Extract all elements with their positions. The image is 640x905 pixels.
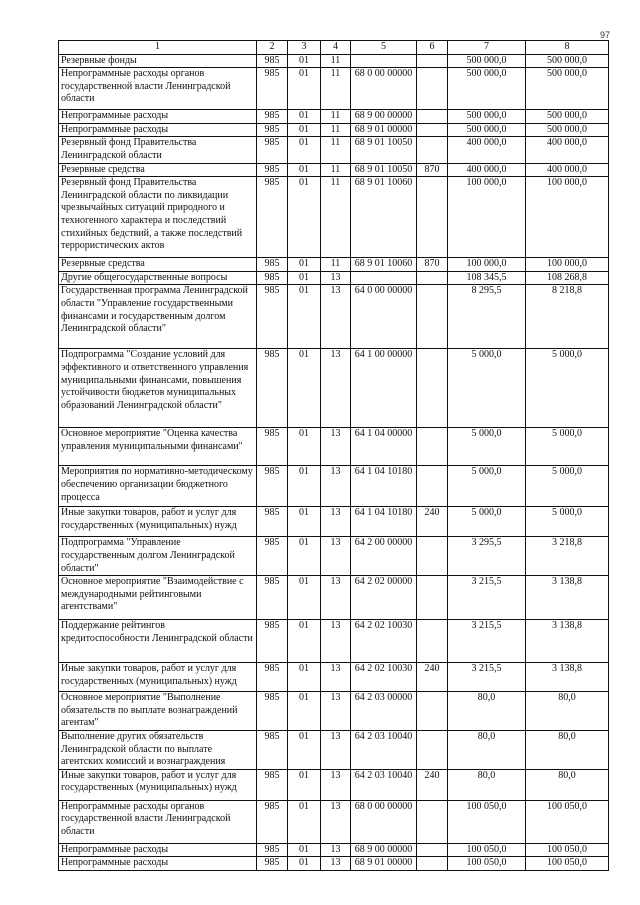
- table-row: [59, 576, 609, 620]
- amount-year2-cell: 100 000,0: [526, 177, 609, 258]
- amount-year1-cell: 80,0: [448, 730, 526, 769]
- section-cell: 01: [288, 428, 321, 466]
- subsection-cell: 13: [321, 620, 351, 663]
- amount-year2-cell: 500 000,0: [526, 110, 609, 124]
- target-article-cell: 64 1 04 10180: [351, 507, 417, 537]
- expense-type-cell: [417, 620, 448, 663]
- subsection-cell: 11: [321, 258, 351, 272]
- header-cell: 1: [59, 41, 257, 55]
- gr-code-cell: 985: [257, 800, 288, 843]
- header-cell: 3: [288, 41, 321, 55]
- section-cell: 01: [288, 466, 321, 507]
- amount-year1-cell: 100 050,0: [448, 843, 526, 857]
- expense-type-cell: [417, 428, 448, 466]
- target-article-cell: 68 9 01 00000: [351, 857, 417, 871]
- header-cell: 8: [526, 41, 609, 55]
- description-cell: Непрограммные расходы органов государственной власти Ленинградской области: [59, 68, 257, 110]
- table-row: [59, 349, 609, 428]
- expense-type-cell: [417, 692, 448, 731]
- description-cell: Государственная программа Ленинградской области "Управление государственными финансами и государственным долгом Ленинградской области": [59, 285, 257, 349]
- header-row: [59, 41, 609, 55]
- description-cell: Резервные средства: [59, 163, 257, 177]
- section-cell: 01: [288, 769, 321, 800]
- description-cell: Основное мероприятие "Взаимодействие с международными рейтинговыми агентствами": [59, 576, 257, 620]
- gr-code-cell: 985: [257, 537, 288, 576]
- amount-year1-cell: 400 000,0: [448, 137, 526, 163]
- table-row: [59, 54, 609, 68]
- expense-type-cell: [417, 730, 448, 769]
- description-cell: Резервный фонд Правительства Ленинградской области по ликвидации чрезвычайных ситуаций природного и техногенного характера и последствий стихийных бедствий, а также последствий террористических актов: [59, 177, 257, 258]
- gr-code-cell: 985: [257, 110, 288, 124]
- amount-year2-cell: 3 218,8: [526, 537, 609, 576]
- expense-type-cell: 240: [417, 663, 448, 692]
- description-cell: Непрограммные расходы: [59, 857, 257, 871]
- expense-type-cell: [417, 271, 448, 285]
- section-cell: 01: [288, 54, 321, 68]
- subsection-cell: 13: [321, 466, 351, 507]
- description-cell: Подпрограмма "Создание условий для эффективного и ответственного управления муниципальными финансами, повышения устойчивости бюджетов муниципальных образований Ленинградской области": [59, 349, 257, 428]
- target-article-cell: 64 2 02 10030: [351, 663, 417, 692]
- amount-year1-cell: 100 000,0: [448, 177, 526, 258]
- header-cell: 7: [448, 41, 526, 55]
- amount-year2-cell: 5 000,0: [526, 507, 609, 537]
- subsection-cell: 13: [321, 428, 351, 466]
- subsection-cell: 13: [321, 285, 351, 349]
- gr-code-cell: 985: [257, 137, 288, 163]
- target-article-cell: 68 9 00 00000: [351, 843, 417, 857]
- expense-type-cell: [417, 110, 448, 124]
- expense-type-cell: 240: [417, 507, 448, 537]
- subsection-cell: 13: [321, 271, 351, 285]
- description-cell: Поддержание рейтингов кредитоспособности Ленинградской области: [59, 620, 257, 663]
- amount-year1-cell: 3 215,5: [448, 620, 526, 663]
- amount-year2-cell: 5 000,0: [526, 349, 609, 428]
- amount-year2-cell: 100 050,0: [526, 800, 609, 843]
- section-cell: 01: [288, 258, 321, 272]
- target-article-cell: 64 2 02 00000: [351, 576, 417, 620]
- amount-year2-cell: 3 138,8: [526, 620, 609, 663]
- description-cell: Резервный фонд Правительства Ленинградской области: [59, 137, 257, 163]
- target-article-cell: 64 0 00 00000: [351, 285, 417, 349]
- target-article-cell: 64 1 00 00000: [351, 349, 417, 428]
- section-cell: 01: [288, 857, 321, 871]
- table-row: [59, 730, 609, 769]
- section-cell: 01: [288, 123, 321, 137]
- section-cell: 01: [288, 843, 321, 857]
- description-cell: Основное мероприятие "Оценка качества управления муниципальными финансами": [59, 428, 257, 466]
- gr-code-cell: 985: [257, 576, 288, 620]
- gr-code-cell: 985: [257, 68, 288, 110]
- table-row: [59, 857, 609, 871]
- description-cell: Другие общегосударственные вопросы: [59, 271, 257, 285]
- target-article-cell: [351, 271, 417, 285]
- target-article-cell: [351, 54, 417, 68]
- subsection-cell: 11: [321, 110, 351, 124]
- target-article-cell: 64 2 03 00000: [351, 692, 417, 731]
- amount-year1-cell: 5 000,0: [448, 349, 526, 428]
- description-cell: Мероприятия по нормативно-методическому обеспечению организации бюджетного процесса: [59, 466, 257, 507]
- amount-year2-cell: 400 000,0: [526, 163, 609, 177]
- section-cell: 01: [288, 349, 321, 428]
- expense-type-cell: 870: [417, 163, 448, 177]
- description-cell: Выполнение других обязательств Ленинградской области по выплате агентских комиссий и вознаграждения: [59, 730, 257, 769]
- header-cell: 6: [417, 41, 448, 55]
- gr-code-cell: 985: [257, 857, 288, 871]
- gr-code-cell: 985: [257, 663, 288, 692]
- expense-type-cell: [417, 466, 448, 507]
- target-article-cell: 68 9 01 10060: [351, 177, 417, 258]
- page-number: 97: [600, 30, 611, 40]
- header-cell: 5: [351, 41, 417, 55]
- target-article-cell: 68 9 01 10050: [351, 163, 417, 177]
- amount-year1-cell: 500 000,0: [448, 123, 526, 137]
- description-cell: Непрограммные расходы: [59, 843, 257, 857]
- amount-year1-cell: 108 345,5: [448, 271, 526, 285]
- amount-year1-cell: 500 000,0: [448, 68, 526, 110]
- table-row: [59, 507, 609, 537]
- section-cell: 01: [288, 163, 321, 177]
- description-cell: Иные закупки товаров, работ и услуг для государственных (муниципальных) нужд: [59, 663, 257, 692]
- subsection-cell: 13: [321, 843, 351, 857]
- subsection-cell: 13: [321, 576, 351, 620]
- expense-type-cell: [417, 843, 448, 857]
- section-cell: 01: [288, 285, 321, 349]
- section-cell: 01: [288, 620, 321, 663]
- amount-year1-cell: 500 000,0: [448, 54, 526, 68]
- amount-year1-cell: 80,0: [448, 769, 526, 800]
- gr-code-cell: 985: [257, 163, 288, 177]
- section-cell: 01: [288, 537, 321, 576]
- description-cell: Иные закупки товаров, работ и услуг для государственных (муниципальных) нужд: [59, 507, 257, 537]
- subsection-cell: 13: [321, 800, 351, 843]
- subsection-cell: 13: [321, 692, 351, 731]
- section-cell: 01: [288, 68, 321, 110]
- subsection-cell: 13: [321, 730, 351, 769]
- target-article-cell: 68 9 01 00000: [351, 123, 417, 137]
- table-row: [59, 258, 609, 272]
- table-row: [59, 769, 609, 800]
- table-row: [59, 800, 609, 843]
- target-article-cell: 64 1 04 10180: [351, 466, 417, 507]
- amount-year1-cell: 400 000,0: [448, 163, 526, 177]
- expense-type-cell: [417, 137, 448, 163]
- section-cell: 01: [288, 576, 321, 620]
- gr-code-cell: 985: [257, 54, 288, 68]
- expense-type-cell: [417, 123, 448, 137]
- table-row: [59, 137, 609, 163]
- gr-code-cell: 985: [257, 507, 288, 537]
- target-article-cell: 68 9 01 10060: [351, 258, 417, 272]
- table-row: [59, 177, 609, 258]
- budget-table: [58, 40, 609, 871]
- gr-code-cell: 985: [257, 730, 288, 769]
- subsection-cell: 11: [321, 163, 351, 177]
- table-row: [59, 843, 609, 857]
- amount-year2-cell: 80,0: [526, 769, 609, 800]
- target-article-cell: 64 2 03 10040: [351, 769, 417, 800]
- amount-year1-cell: 5 000,0: [448, 507, 526, 537]
- expense-type-cell: [417, 349, 448, 428]
- header-cell: 2: [257, 41, 288, 55]
- target-article-cell: 64 2 03 10040: [351, 730, 417, 769]
- target-article-cell: 68 9 00 00000: [351, 110, 417, 124]
- section-cell: 01: [288, 110, 321, 124]
- section-cell: 01: [288, 507, 321, 537]
- amount-year2-cell: 100 050,0: [526, 843, 609, 857]
- description-cell: Резервные фонды: [59, 54, 257, 68]
- amount-year2-cell: 80,0: [526, 692, 609, 731]
- amount-year1-cell: 8 295,5: [448, 285, 526, 349]
- amount-year2-cell: 400 000,0: [526, 137, 609, 163]
- target-article-cell: 64 2 00 00000: [351, 537, 417, 576]
- table-row: [59, 663, 609, 692]
- amount-year1-cell: 3 215,5: [448, 576, 526, 620]
- amount-year1-cell: 100 050,0: [448, 800, 526, 843]
- amount-year2-cell: 500 000,0: [526, 68, 609, 110]
- gr-code-cell: 985: [257, 271, 288, 285]
- description-cell: Непрограммные расходы органов государственной власти Ленинградской области: [59, 800, 257, 843]
- gr-code-cell: 985: [257, 843, 288, 857]
- table-row: [59, 620, 609, 663]
- amount-year2-cell: 500 000,0: [526, 54, 609, 68]
- gr-code-cell: 985: [257, 466, 288, 507]
- header-cell: 4: [321, 41, 351, 55]
- section-cell: 01: [288, 800, 321, 843]
- gr-code-cell: 985: [257, 428, 288, 466]
- expense-type-cell: [417, 54, 448, 68]
- amount-year1-cell: 5 000,0: [448, 428, 526, 466]
- target-article-cell: 64 1 04 00000: [351, 428, 417, 466]
- table-row: [59, 110, 609, 124]
- subsection-cell: 13: [321, 857, 351, 871]
- gr-code-cell: 985: [257, 769, 288, 800]
- amount-year1-cell: 3 295,5: [448, 537, 526, 576]
- amount-year2-cell: 500 000,0: [526, 123, 609, 137]
- table-row: [59, 271, 609, 285]
- target-article-cell: 64 2 02 10030: [351, 620, 417, 663]
- subsection-cell: 13: [321, 769, 351, 800]
- amount-year2-cell: 80,0: [526, 730, 609, 769]
- amount-year2-cell: 5 000,0: [526, 466, 609, 507]
- description-cell: Основное мероприятие "Выполнение обязательств по выплате вознаграждений агентам": [59, 692, 257, 731]
- section-cell: 01: [288, 271, 321, 285]
- gr-code-cell: 985: [257, 177, 288, 258]
- subsection-cell: 13: [321, 349, 351, 428]
- subsection-cell: 11: [321, 54, 351, 68]
- section-cell: 01: [288, 663, 321, 692]
- expense-type-cell: [417, 68, 448, 110]
- amount-year2-cell: 100 000,0: [526, 258, 609, 272]
- gr-code-cell: 985: [257, 692, 288, 731]
- expense-type-cell: [417, 857, 448, 871]
- target-article-cell: 68 0 00 00000: [351, 800, 417, 843]
- gr-code-cell: 985: [257, 349, 288, 428]
- target-article-cell: 68 9 01 10050: [351, 137, 417, 163]
- section-cell: 01: [288, 177, 321, 258]
- expense-type-cell: 870: [417, 258, 448, 272]
- table-row: [59, 692, 609, 731]
- amount-year1-cell: 500 000,0: [448, 110, 526, 124]
- expense-type-cell: 240: [417, 769, 448, 800]
- description-cell: Иные закупки товаров, работ и услуг для государственных (муниципальных) нужд: [59, 769, 257, 800]
- subsection-cell: 11: [321, 68, 351, 110]
- expense-type-cell: [417, 576, 448, 620]
- gr-code-cell: 985: [257, 258, 288, 272]
- expense-type-cell: [417, 537, 448, 576]
- section-cell: 01: [288, 137, 321, 163]
- table-row: [59, 163, 609, 177]
- amount-year2-cell: 108 268,8: [526, 271, 609, 285]
- amount-year2-cell: 5 000,0: [526, 428, 609, 466]
- subsection-cell: 11: [321, 177, 351, 258]
- amount-year1-cell: 5 000,0: [448, 466, 526, 507]
- gr-code-cell: 985: [257, 123, 288, 137]
- table-row: [59, 68, 609, 110]
- gr-code-cell: 985: [257, 620, 288, 663]
- description-cell: Резервные средства: [59, 258, 257, 272]
- subsection-cell: 13: [321, 537, 351, 576]
- table-row: [59, 537, 609, 576]
- description-cell: Подпрограмма "Управление государственным долгом Ленинградской области": [59, 537, 257, 576]
- description-cell: Непрограммные расходы: [59, 110, 257, 124]
- amount-year2-cell: 8 218,8: [526, 285, 609, 349]
- subsection-cell: 13: [321, 663, 351, 692]
- expense-type-cell: [417, 800, 448, 843]
- description-cell: Непрограммные расходы: [59, 123, 257, 137]
- amount-year1-cell: 100 000,0: [448, 258, 526, 272]
- expense-type-cell: [417, 285, 448, 349]
- amount-year2-cell: 100 050,0: [526, 857, 609, 871]
- subsection-cell: 13: [321, 507, 351, 537]
- amount-year2-cell: 3 138,8: [526, 663, 609, 692]
- table-row: [59, 123, 609, 137]
- table-row: [59, 466, 609, 507]
- section-cell: 01: [288, 730, 321, 769]
- table-row: [59, 285, 609, 349]
- subsection-cell: 11: [321, 137, 351, 163]
- target-article-cell: 68 0 00 00000: [351, 68, 417, 110]
- subsection-cell: 11: [321, 123, 351, 137]
- amount-year1-cell: 3 215,5: [448, 663, 526, 692]
- amount-year1-cell: 80,0: [448, 692, 526, 731]
- section-cell: 01: [288, 692, 321, 731]
- amount-year2-cell: 3 138,8: [526, 576, 609, 620]
- expense-type-cell: [417, 177, 448, 258]
- gr-code-cell: 985: [257, 285, 288, 349]
- table-row: [59, 428, 609, 466]
- amount-year1-cell: 100 050,0: [448, 857, 526, 871]
